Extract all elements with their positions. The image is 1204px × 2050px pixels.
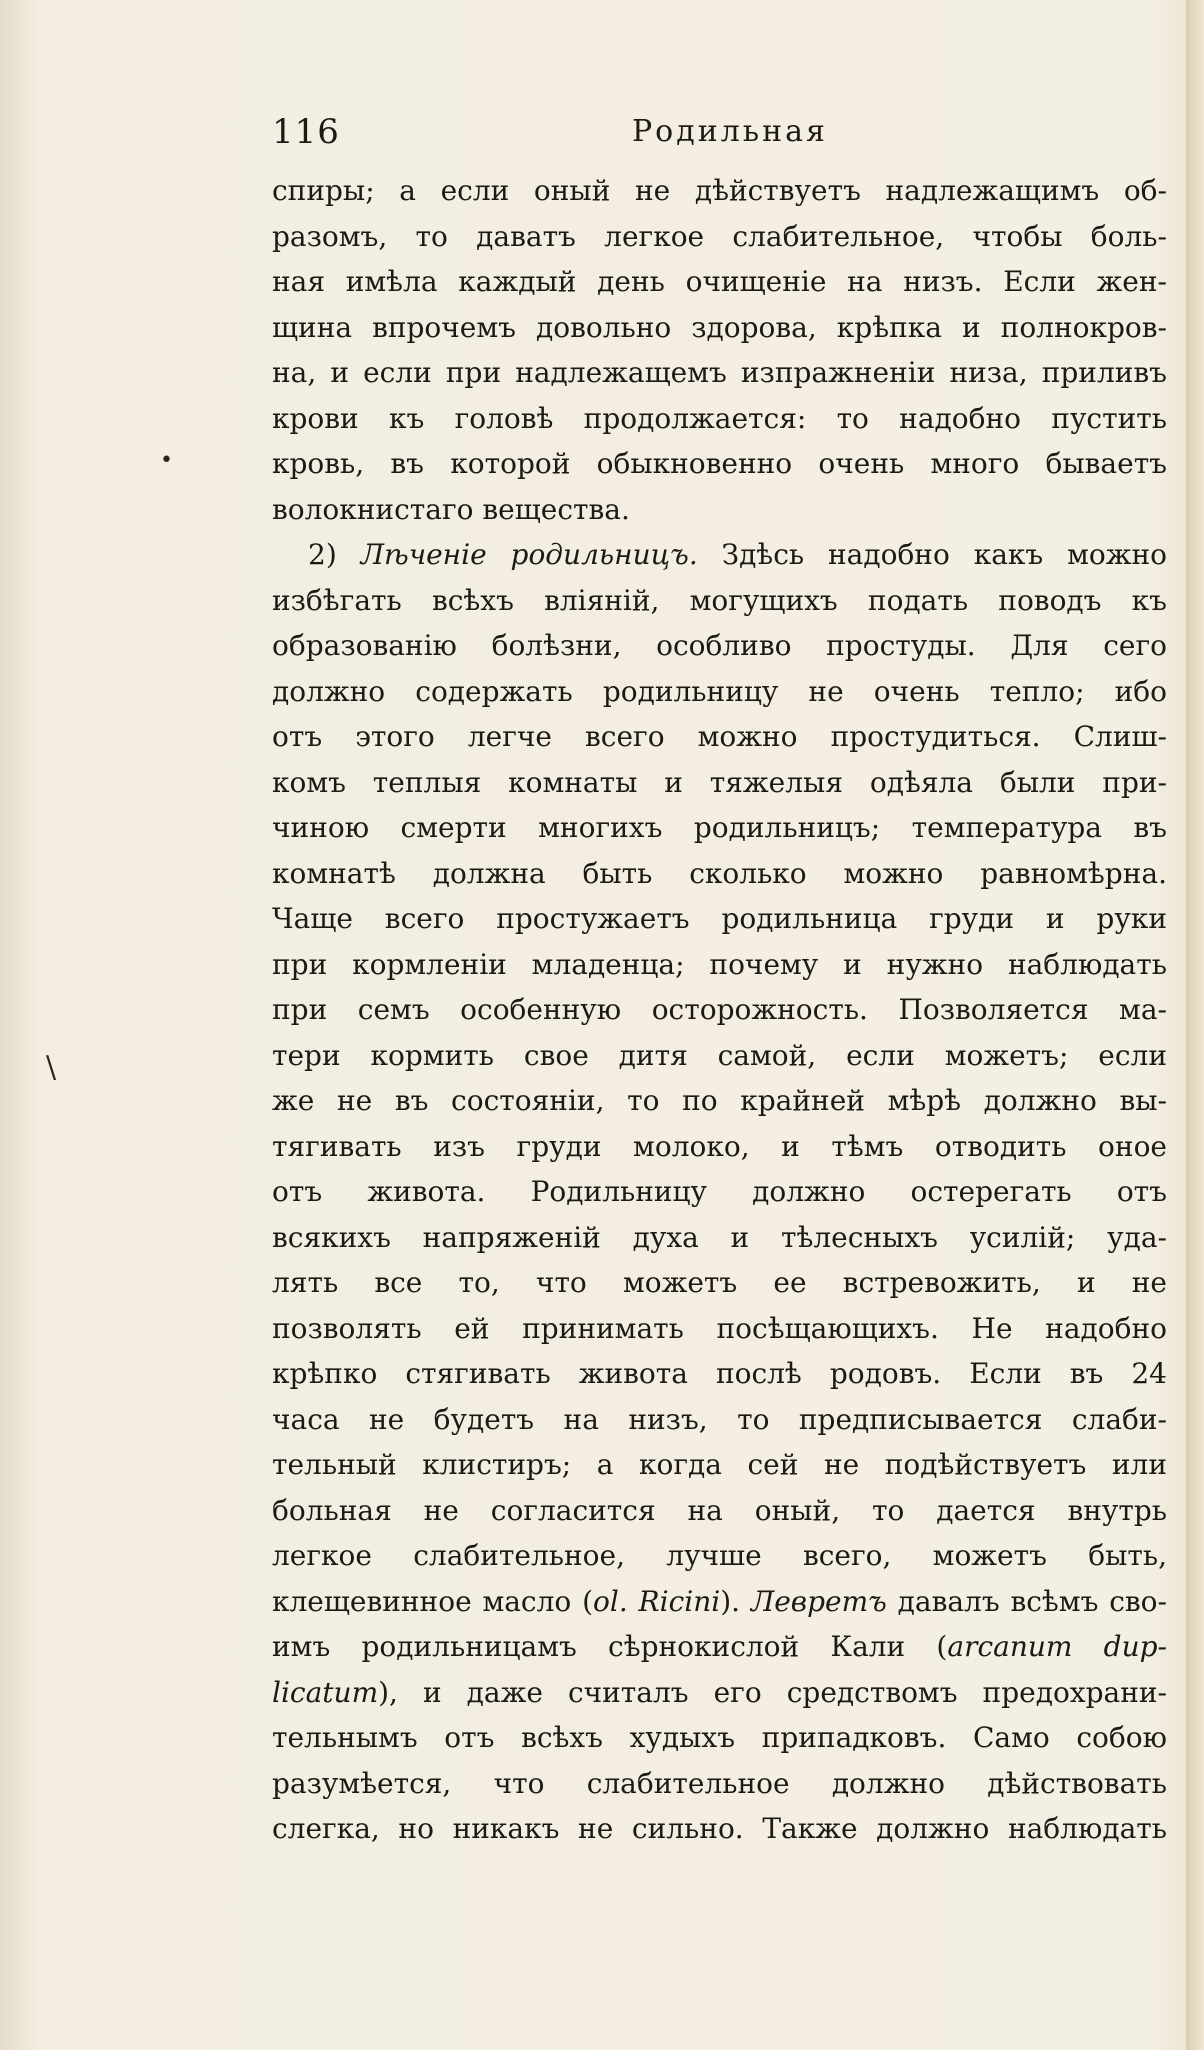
text-line: тельнымъ отъ всѣхъ худыхъ припадковъ. Само собою	[272, 1721, 1167, 1754]
text-line: волокнистаго вещества.	[272, 492, 630, 526]
text-span: давалъ всѣмъ сво-	[886, 1584, 1167, 1618]
page-header	[272, 112, 1167, 162]
text-line	[272, 1624, 1167, 1670]
section-heading-line	[272, 532, 1167, 578]
text-line: щина впрочемъ довольно здорова, крѣпка и полнокров-	[272, 310, 1167, 344]
text-line: часа не будетъ на низъ, то предписывается слаби-	[272, 1402, 1167, 1436]
text-line: тери кормить свое дитя самой, если можетъ; если	[272, 1038, 1167, 1072]
text-line: тягивать изъ груди молоко, и тѣмъ отводить оное	[272, 1129, 1167, 1163]
text-span: Здѣсь надобно какъ можно	[721, 538, 1167, 571]
text-line: спиры; а если оный не дѣйствуетъ надлежащимъ об-	[272, 174, 1167, 207]
text-line: тельный клистиръ; а когда сей не подѣйствуетъ или	[272, 1448, 1167, 1481]
text-line: образованію болѣзни, особливо простуды. Для сего	[272, 629, 1167, 662]
text-line: крови къ головѣ продолжается: то надобно пустить	[272, 401, 1167, 435]
latin-term: licatum	[272, 1675, 379, 1709]
text-line: должно содержать родильницу не очень тепло; ибо	[272, 674, 1167, 708]
text-line: позволять ей принимать посѣщающихъ. Не надобно	[272, 1311, 1167, 1345]
text-line: при кормленіи младенца; почему и нужно наблюдать	[272, 947, 1167, 981]
author-name: Левретъ	[750, 1584, 887, 1618]
text-span: клещевинное масло (	[272, 1584, 594, 1618]
text-line: отъ живота. Родильницу должно остерегать отъ	[272, 1175, 1167, 1208]
text-line: на, и если при надлежащемъ изпражненіи низа, приливъ	[272, 356, 1167, 389]
text-line: слегка, но никакъ не сильно. Также должно наблюдать	[272, 1812, 1167, 1845]
text-line: комъ теплыя комнаты и тяжелыя одѣяла были при-	[272, 765, 1167, 799]
text-line	[272, 1579, 1167, 1625]
text-line: Чаще всего простужаетъ родильница груди и руки	[272, 902, 1167, 935]
text-line: разомъ, то даватъ легкое слабительное, чтобы боль-	[272, 219, 1167, 253]
text-line: легкое слабительное, лучше всего, можетъ быть,	[272, 1539, 1167, 1572]
text-line: крѣпко стягивать живота послѣ родовъ. Если въ 24	[272, 1357, 1167, 1390]
text-line	[272, 1670, 1167, 1716]
page-edge-shadow	[1186, 0, 1204, 2050]
body-text	[272, 168, 1167, 1852]
margin-dot: •	[160, 448, 173, 473]
text-line: комнатѣ должна быть сколько можно равномѣрна.	[272, 856, 1167, 890]
running-title: Родильная	[632, 114, 828, 149]
text-line: кровь, въ которой обыкновенно очень много бываетъ	[272, 447, 1167, 480]
text-line: же не въ состояніи, то по крайней мѣрѣ должно вы-	[272, 1084, 1167, 1117]
text-line: чиною смерти многихъ родильницъ; температура въ	[272, 811, 1167, 844]
text-line: избѣгать всѣхъ вліяній, могущихъ подать поводъ къ	[272, 583, 1167, 617]
paragraph-1	[272, 168, 1167, 532]
text-span: ), и даже считалъ его средствомъ предохрани-	[378, 1675, 1167, 1709]
text-line: разумѣется, что слабительное должно дѣйствовать	[272, 1766, 1167, 1800]
section-number: 2)	[308, 538, 337, 571]
text-line: отъ этого легче всего можно простудиться. Слиш-	[272, 720, 1167, 753]
text-span: имъ родильницамъ сѣрнокислой Кали (	[272, 1630, 948, 1663]
text-line: при семъ особенную осторожность. Позволяется ма-	[272, 993, 1167, 1026]
page-number: 116	[272, 112, 340, 152]
text-line: всякихъ напряженій духа и тѣлесныхъ усилій; уда-	[272, 1220, 1167, 1254]
latin-term: ol. Ricini	[593, 1584, 721, 1618]
section-heading: Лѣченіе родильницъ.	[360, 538, 698, 571]
paragraph-2	[272, 532, 1167, 1852]
text-line: больная не согласится на оный, то дается внутрь	[272, 1493, 1167, 1527]
text-line: ная имѣла каждый день очищеніе на низъ. Если жен-	[272, 265, 1167, 298]
latin-term: arcanum dup-	[947, 1630, 1167, 1663]
text-line: лять все то, что можетъ ее встревожить, и не	[272, 1266, 1167, 1299]
text-span: ).	[720, 1584, 751, 1618]
margin-stroke: \	[46, 1050, 57, 1085]
